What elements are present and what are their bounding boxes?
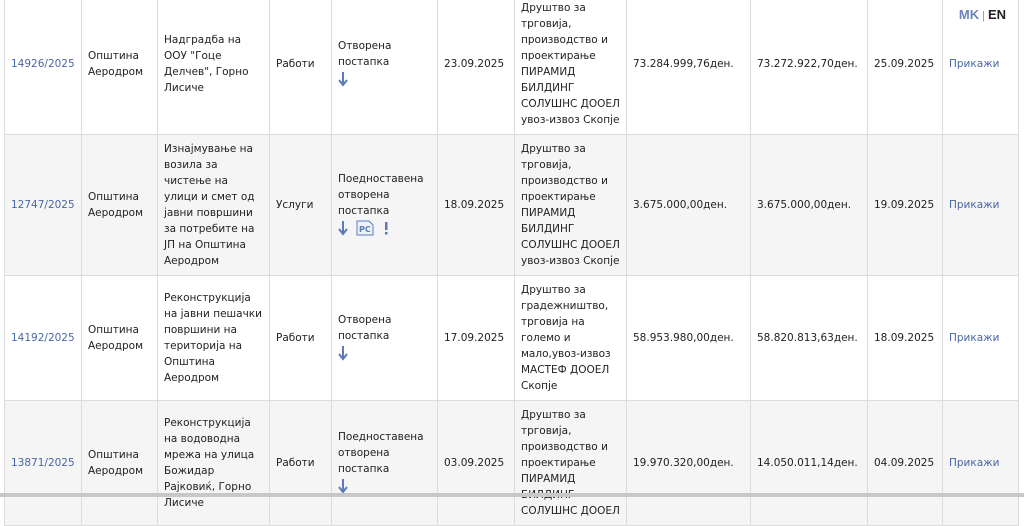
show-details-link[interactable]: Прикажи [949,332,1000,344]
show-details-link[interactable]: Прикажи [949,199,1000,211]
tender-number-link[interactable]: 13871/2025 [11,457,75,469]
cell-type: Работи [270,401,332,526]
cell-action [943,401,1019,526]
cell-supplier: Друштво за трговија, производство и проектирање ПИРАМИД БИЛДИНГ СОЛУШНС ДООЕЛ увоз-извоз Скопје [515,0,627,135]
procedure-text: Отворена постапка [338,40,392,68]
cell-subject: Реконструкција на водоводна мрежа на улица Божидар Рајковиќ, Горно Лисиче [158,401,270,526]
cell-decision-date: 25.09.2025 [868,0,943,135]
lang-mk-link[interactable]: MK [958,7,980,22]
table-row [5,401,1019,526]
cell-procedure [332,401,438,526]
download-arrow-icon[interactable] [338,345,348,366]
procedure-text: Поедноставена отворена постапка [338,173,424,217]
cell-subject: Реконструкција на јавни пешачки површини на територија на Општина Аеродром [158,276,270,401]
cell-contracted-value: 73.272.922,70ден. [751,0,868,135]
download-arrow-icon[interactable] [338,71,348,92]
cell-institution: Општина Аеродром [82,401,158,526]
cell-supplier: Друштво за трговија, производство и проектирање ПИРАМИД СОЛУШНС ДООЕЛ [515,401,627,526]
cell-type: Работи [270,0,332,135]
cell-procedure [332,0,438,135]
cell-subject: Изнајмување на возила за чистење на улици и смет од јавни површини за потребите на ЈП на Општина Аеродром [158,135,270,276]
cell-decision-date: 18.09.2025 [868,276,943,401]
cell-type: Услуги [270,135,332,276]
procedure-icons [338,221,431,239]
svg-text:PC: PC [359,224,371,234]
results-table [4,0,1019,526]
cell-action [943,276,1019,401]
language-switcher [959,7,1006,22]
lang-en-link[interactable]: EN [987,7,1006,22]
cell-supplier: Друштво за градежништво, трговија на големо и мало,увоз-извоз МАСТЕФ ДООЕЛ Скопје [515,276,627,401]
cell-number [5,401,82,526]
cell-date: 17.09.2025 [438,276,515,401]
download-arrow-icon[interactable] [338,220,348,241]
show-details-link[interactable]: Прикажи [949,457,1000,469]
cell-estimated-value: 73.284.999,76ден. [627,0,751,135]
cell-type: Работи [270,276,332,401]
cell-action [943,135,1019,276]
procedure-icons [338,346,431,364]
cell-number [5,0,82,135]
table-row [5,276,1019,401]
table-row [5,0,1019,135]
tender-number-link[interactable]: 14192/2025 [11,332,75,344]
cell-estimated-value: 58.953.980,00ден. [627,276,751,401]
tender-number-link[interactable]: 12747/2025 [11,199,75,211]
cell-number [5,276,82,401]
cell-contracted-value: 3.675.000,00ден. [751,135,868,276]
cell-number [5,135,82,276]
cell-date: 03.09.2025 [438,401,515,526]
cell-contracted-value: 58.820.813,63ден. [751,276,868,401]
cell-date: 23.09.2025 [438,0,515,135]
cell-date: 18.09.2025 [438,135,515,276]
tender-number-link[interactable]: 14926/2025 [11,58,75,70]
cell-supplier: Друштво за трговија, производство и проектирање ПИРАМИД БИЛДИНГ СОЛУШНС ДООЕЛ увоз-извоз Скопје [515,135,627,276]
cell-procedure [332,135,438,276]
cell-institution: Општина Аеродром [82,276,158,401]
procedure-text: Отворена постапка [338,314,392,342]
procedure-text: Поедноставена отворена постапка [338,431,424,475]
procedure-icons [338,72,431,90]
show-details-link[interactable]: Прикажи [949,58,1000,70]
pc-icon[interactable] [356,220,374,241]
cell-estimated-value: 3.675.000,00ден. [627,135,751,276]
cell-procedure [332,276,438,401]
cell-decision-date: 19.09.2025 [868,135,943,276]
cell-institution: Општина Аеродром [82,0,158,135]
cell-estimated-value: 19.970.320,00ден. [627,401,751,526]
cell-decision-date: 04.09.2025 [868,401,943,526]
cell-institution: Општина Аеродром [82,135,158,276]
horizontal-scrollbar[interactable] [0,493,1024,497]
table-row [5,135,1019,276]
cell-subject: Надградба на ООУ "Гоце Делчев", Горно Лисиче [158,0,270,135]
cell-contracted-value: 14.050.011,14ден. [751,401,868,526]
lang-separator: | [982,10,985,22]
exclamation-icon[interactable] [382,220,390,241]
